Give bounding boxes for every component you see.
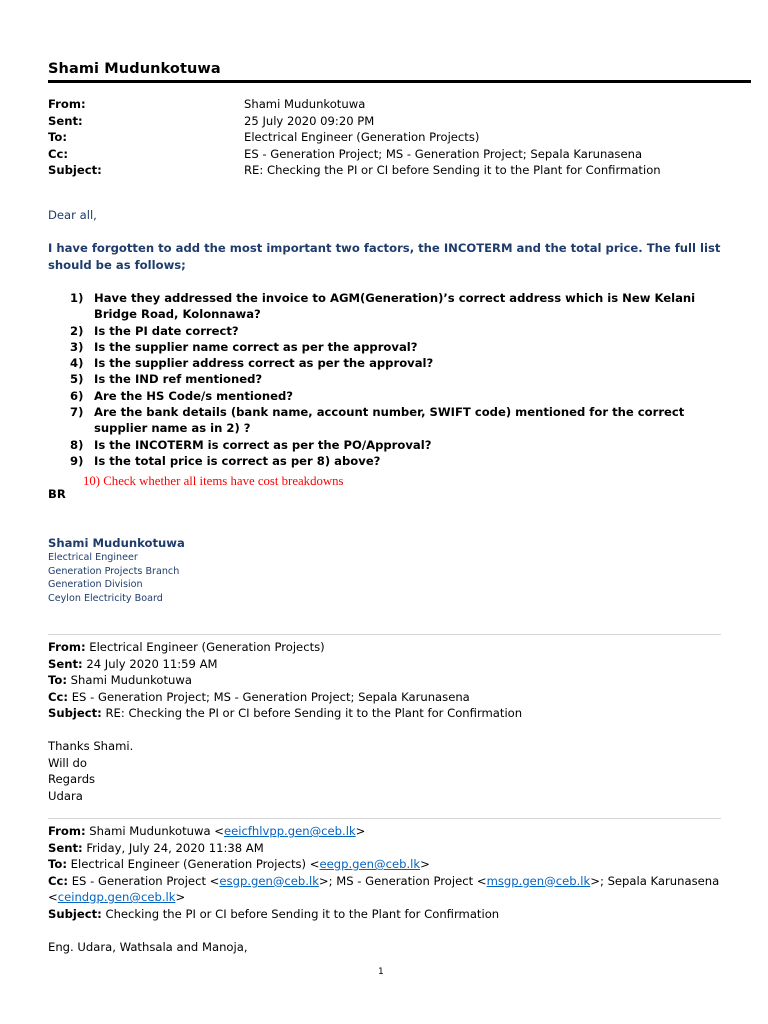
reply-1-cc: Cc: ES - Generation Project; MS - Generation Project; Sepala Karunasena [48,689,470,704]
list-item-added: 10) Check whether all items have cost breakdowns [83,474,344,489]
to-email-link[interactable]: eegp.gen@ceb.lk [319,857,421,871]
reply-2-cc: Cc: ES - Generation Project <esgp.gen@ceb.lk>; MS - Generation Project <msgp.gen@ceb.lk>; Sepala Karunasena <ceindgp.gen@ceb.lk> [48,873,720,904]
document-title: Shami Mudunkotuwa [48,61,221,77]
closing: BR [48,487,66,501]
header-cc: Cc: ES - Generation Project; MS - Generation Project; Sepala Karunasena [48,146,643,161]
list-item: 8) Is the INCOTERM is correct as per the PO/Approval? [70,437,432,452]
list-item: 9) Is the total price is correct as per 8) above? [70,453,381,468]
header-to: To: Electrical Engineer (Generation Projects) [48,130,480,144]
list-item: 5) Is the IND ref mentioned? [70,372,263,387]
reply-1-sent: Sent: 24 July 2020 11:59 AM [48,656,218,671]
header-from: From: Shami Mudunkotuwa [48,97,366,111]
reply-1-body-line: Thanks Shami. [48,739,134,753]
page-number: 1 [378,967,384,977]
reply-1-body-line: Will do [48,755,88,770]
signature-line: Generation Division [48,579,143,590]
intro-paragraph: I have forgotten to add the most important two factors, the INCOTERM and the total price. The full list should be as follows; [48,241,721,272]
signature-line: Electrical Engineer [48,552,138,563]
list-item: 2) Is the PI date correct? [70,323,239,338]
reply-2-salutation: Eng. Udara, Wathsala and Manoja, [48,939,248,954]
title-rule [48,80,751,83]
header-sent: Sent: 25 July 2020 09:20 PM [48,113,375,128]
cc-email-link[interactable]: ceindgp.gen@ceb.lk [57,890,176,904]
list-item: 7) Are the bank details (bank name, account number, SWIFT code) mentioned for the correct supplier name as in 2) ? [70,405,685,436]
from-email-link[interactable]: eeicfhlvpp.gen@ceb.lk [223,824,356,838]
greeting: Dear all, [48,208,97,222]
cc-email-link[interactable]: esgp.gen@ceb.lk [219,873,319,888]
reply-2 [48,823,738,955]
reply-2-subject: Subject: Checking the PI or CI before Sending it to the Plant for Confirmation [48,906,500,921]
cc-email-link[interactable]: msgp.gen@ceb.lk [486,873,591,888]
reply-separator [48,818,721,819]
reply-separator [48,634,721,635]
checklist [48,290,738,490]
list-item: 4) Is the supplier address correct as per the approval? [70,356,434,371]
email-header [48,96,748,179]
header-subject: Subject: RE: Checking the PI or CI before Sending it to the Plant for Confirmation [48,163,661,177]
reply-1-to: To: Shami Mudunkotuwa [48,673,192,687]
list-item: 1) Have they addressed the invoice to AGM(Generation)’s correct address which is New Kelani Bridge Road, Kolonnawa? [70,291,696,322]
reply-2-to: To: Electrical Engineer (Generation Projects) <eegp.gen@ceb.lk> [48,857,430,871]
reply-1 [48,639,738,804]
signature-line: Ceylon Electricity Board [48,592,163,604]
reply-1-from: From: Electrical Engineer (Generation Projects) [48,640,325,654]
signature-line: Generation Projects Branch [48,565,180,577]
reply-1-body-line: Regards [48,772,96,786]
reply-1-body-line: Udara [48,788,83,803]
signature-name: Shami Mudunkotuwa [48,536,185,550]
reply-1-subject: Subject: RE: Checking the PI or CI before Sending it to the Plant for Confirmation [48,706,523,720]
reply-2-from: From: Shami Mudunkotuwa <eeicfhlvpp.gen@ceb.lk> [48,824,366,838]
reply-2-sent: Sent: Friday, July 24, 2020 11:38 AM [48,840,264,855]
list-item: 6) Are the HS Code/s mentioned? [70,388,294,403]
list-item: 3) Is the supplier name correct as per the approval? [70,339,418,354]
signature-block [48,535,185,605]
